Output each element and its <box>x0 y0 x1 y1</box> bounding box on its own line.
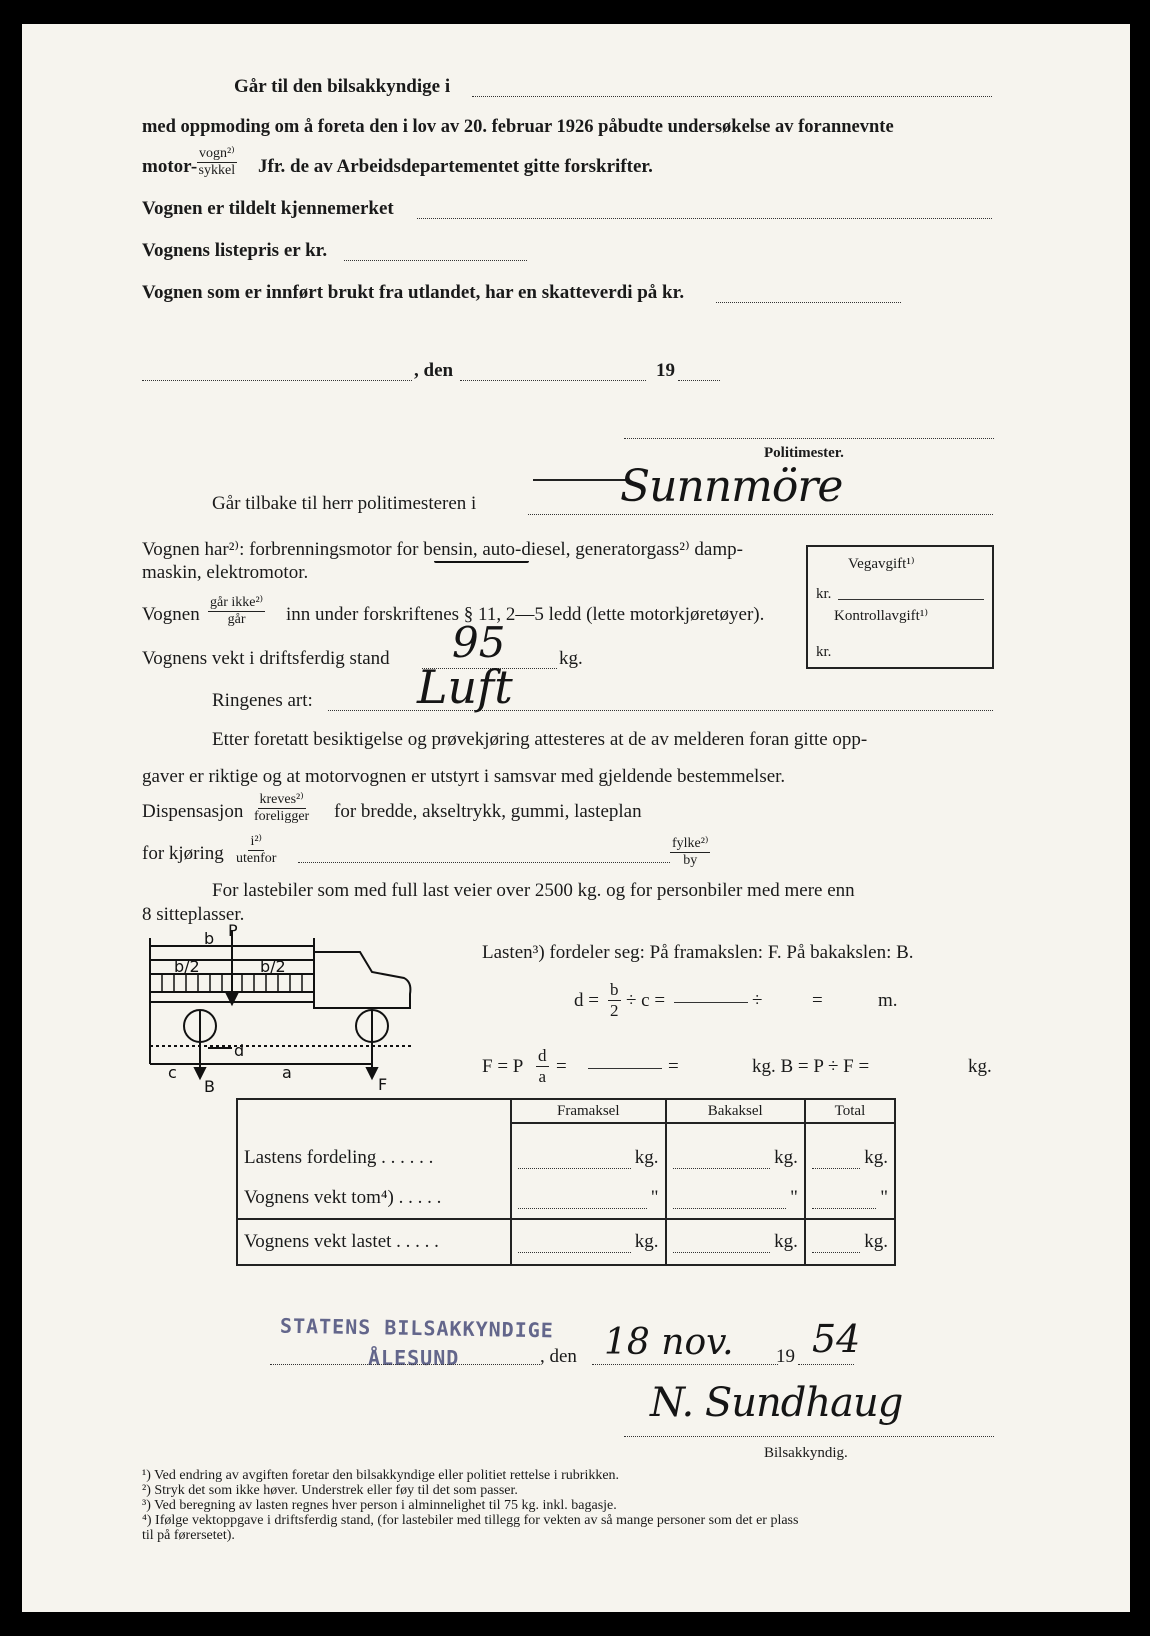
motor-type-line1: Vognen har²⁾: forbrenningsmotor for bensin, auto-diesel, generatorgass²⁾ damp- <box>142 539 743 560</box>
d-div: ÷ <box>752 990 763 1011</box>
row-label: Lastens fordeling . . . . . . <box>237 1123 511 1178</box>
header-line1: Går til den bilsakkyndige i <box>234 76 451 97</box>
kjoring-fraction2 <box>670 836 710 869</box>
date2-year-prefix: 19 <box>776 1346 795 1367</box>
politimester-label: Politimester. <box>764 445 844 461</box>
dispensasjon-fraction <box>254 792 309 825</box>
load-table <box>236 1098 896 1266</box>
table-header-row <box>237 1099 895 1123</box>
f-kg: kg. B = P ÷ F = <box>752 1056 870 1077</box>
footnote-1: ¹) Ved endring av avgiften foretar den bilsakkyndige eller politiet rettelse i rubrikken. <box>142 1468 620 1483</box>
cab-outline <box>314 952 410 1008</box>
vegavgift-kr: kr. <box>816 586 832 602</box>
f-lhs: F = P <box>482 1056 524 1077</box>
signature-field[interactable] <box>624 1436 994 1437</box>
d-rest: ÷ c = <box>626 990 666 1011</box>
bilsakkyndige-field[interactable] <box>472 96 992 97</box>
label-P: P <box>228 921 238 940</box>
kjoring-label: for kjøring <box>142 843 224 864</box>
label-b2-right: b/2 <box>260 957 286 976</box>
politimester-place-field[interactable] <box>528 514 993 515</box>
lette-fraction <box>208 595 265 628</box>
place2-field[interactable] <box>270 1364 540 1365</box>
lette-rest: inn under forskriftenes § 11, 2—5 ledd (lette motorkjøretøyer). <box>286 604 765 625</box>
unit: kg. <box>634 1147 659 1168</box>
year2-field[interactable] <box>798 1364 854 1365</box>
row-label: Vognens vekt lastet . . . . . <box>237 1219 511 1265</box>
label-b2-left: b/2 <box>174 957 200 976</box>
lastebiler-line2: 8 sitteplasser. <box>142 904 245 925</box>
bakaksel-lastet-field[interactable] <box>673 1234 771 1253</box>
f-eq1: = <box>556 1056 567 1077</box>
label-B: B <box>204 1077 215 1096</box>
unit: kg. <box>774 1231 798 1252</box>
header-line2: med oppmoding om å foreta den i lov av 20. februar 1926 påbudte undersøkelse av forannevnte <box>142 117 894 137</box>
vekt-unit: kg. <box>559 648 583 669</box>
motor-type-line2: maskin, elektromotor. <box>142 562 309 583</box>
unit: kg. <box>634 1231 659 1252</box>
row-label: Vognens vekt tom⁴) . . . . . <box>237 1178 511 1219</box>
d-lhs: d = <box>574 990 599 1011</box>
lette-fraction-num: går ikke²⁾ <box>210 595 264 610</box>
d-unit: m. <box>878 990 898 1011</box>
kjennemerke-field[interactable] <box>417 218 992 219</box>
lette-fraction-den: går <box>227 612 246 627</box>
vekt-value: 95 <box>452 618 506 667</box>
f-field1[interactable] <box>588 1068 662 1069</box>
f-kg2: kg. <box>968 1056 992 1077</box>
underline-bensin <box>434 561 529 563</box>
f-fraction-num: d <box>538 1046 547 1065</box>
unit: kg. <box>864 1147 888 1168</box>
listepris-field[interactable] <box>344 260 527 261</box>
kjoring-den: utenfor <box>236 851 277 866</box>
f-fraction <box>536 1046 549 1087</box>
place1-field[interactable] <box>142 380 412 381</box>
dispensasjon-rest: for bredde, akseltrykk, gummi, lasteplan <box>334 801 642 822</box>
unit: kg. <box>864 1231 888 1252</box>
motor-prefix: motor- <box>142 156 198 177</box>
header-bakaksel: Bakaksel <box>666 1099 805 1123</box>
return-label: Går tilbake til herr politimesteren i <box>212 493 477 514</box>
skatteverdi-field[interactable] <box>716 302 901 303</box>
kjoring-num: i²⁾ <box>250 834 262 849</box>
lastebiler-line1: For lastebiler som med full last veier over 2500 kg. og for personbiler med mere enn <box>212 880 855 901</box>
framaksel-fordeling-field[interactable] <box>518 1150 631 1169</box>
table-row <box>237 1219 895 1265</box>
date2-day: 18 nov. <box>604 1322 734 1363</box>
dispensasjon-num: kreves²⁾ <box>259 792 304 807</box>
date1-den: , den <box>414 360 454 381</box>
date2-year-suffix: 54 <box>812 1317 861 1361</box>
kontrollavgift-label: Kontrollavgift¹⁾ <box>834 608 928 624</box>
label-F: F <box>378 1075 388 1094</box>
ringer-label: Ringenes art: <box>212 690 313 711</box>
bakaksel-tom-field[interactable] <box>673 1190 787 1209</box>
stamp-line2: ÅLESUND <box>368 1346 460 1370</box>
kontrollavgift-kr: kr. <box>816 644 832 660</box>
bilsakkyndig-label: Bilsakkyndig. <box>764 1445 848 1461</box>
kjoring-field[interactable] <box>298 862 670 863</box>
framaksel-lastet-field[interactable] <box>518 1234 631 1253</box>
d-field1[interactable] <box>674 1002 748 1003</box>
stamp-line1: STATENS BILSAKKYNDIGE <box>279 1313 555 1343</box>
motor-fraction-den: sykkel <box>198 163 236 178</box>
year1-field[interactable] <box>678 380 720 381</box>
unit: kg. <box>774 1147 798 1168</box>
footnote-2: ²) Stryk det som ikke høver. Understrek eller føy til det som passer. <box>142 1483 518 1498</box>
f-fraction-den: a <box>538 1067 547 1086</box>
footnote-4: ⁴) Ifølge vektoppgave i driftsferdig stand, (for lastebiler med tillegg for vekten av så mange personer som det er plass <box>142 1513 799 1528</box>
f-eq2: = <box>668 1056 679 1077</box>
vekt-label: Vognens vekt i driftsferdig stand <box>142 648 390 669</box>
ringer-value: Luft <box>417 660 513 714</box>
vegavgift-label: Vegavgift¹⁾ <box>848 556 915 572</box>
kjennemerke-label: Vognen er tildelt kjennemerket <box>142 198 394 219</box>
date2-den: , den <box>540 1346 577 1367</box>
d-fraction <box>608 980 621 1021</box>
d-fraction-den: 2 <box>610 1001 619 1020</box>
unit: " <box>880 1187 888 1208</box>
total-lastet-field[interactable] <box>812 1234 860 1253</box>
total-fordeling-field[interactable] <box>812 1150 860 1169</box>
label-c: c <box>168 1063 177 1082</box>
attest-line1: Etter foretatt besiktigelse og prøvekjøring attesteres at de av melderen foran gitte opp- <box>212 729 868 750</box>
unit: " <box>650 1187 659 1208</box>
unit: " <box>790 1187 798 1208</box>
vegavgift-field[interactable] <box>838 599 984 600</box>
signature: N. Sundhaug <box>650 1380 903 1426</box>
form-page <box>22 24 1130 1612</box>
lette-prefix: Vognen <box>142 604 200 625</box>
label-b: b <box>204 929 215 948</box>
listepris-label: Vognens listepris er kr. <box>142 240 328 261</box>
date1-field[interactable] <box>460 380 646 381</box>
label-a: a <box>282 1063 292 1082</box>
d-eq: = <box>812 990 823 1011</box>
skatteverdi-label: Vognen som er innført brukt fra utlandet, har en skatteverdi på kr. <box>142 282 685 303</box>
total-tom-field[interactable] <box>812 1190 876 1209</box>
footnote-4b: til på førersetet). <box>142 1528 235 1543</box>
d-fraction-num: b <box>610 980 619 999</box>
kjoring-den2: by <box>683 853 698 868</box>
motor-fraction-num: vogn²⁾ <box>199 146 235 161</box>
axle-load-diagram <box>142 921 442 1096</box>
header-framaksel: Framaksel <box>511 1099 666 1123</box>
dispensasjon-label: Dispensasjon <box>142 801 244 822</box>
fee-box <box>806 545 994 669</box>
table-row <box>237 1123 895 1178</box>
label-d: d <box>234 1041 245 1060</box>
handwritten-district: Sunnmöre <box>620 461 843 512</box>
framaksel-tom-field[interactable] <box>518 1190 647 1209</box>
table-row <box>237 1178 895 1219</box>
dispensasjon-den: foreligger <box>254 809 310 824</box>
motor-fraction <box>197 146 237 179</box>
date1-year: 19 <box>656 360 675 381</box>
footnote-3: ³) Ved beregning av lasten regnes hver person i alminnelighet til 75 kg. inkl. bagasje. <box>142 1498 617 1513</box>
kjoring-num2: fylke²⁾ <box>672 836 709 851</box>
header-total: Total <box>805 1099 895 1123</box>
f-force-head <box>367 1068 377 1078</box>
separator <box>533 479 627 481</box>
politimester-signature-field[interactable] <box>624 438 994 439</box>
kjoring-fraction <box>236 834 276 867</box>
motor-rest: Jfr. de av Arbeidsdepartementet gitte forskrifter. <box>258 156 653 177</box>
lasten-line: Lasten³) fordeler seg: På framakslen: F. På bakakslen: B. <box>482 942 914 963</box>
attest-line2: gaver er riktige og at motorvognen er utstyrt i samsvar med gjeldende bestemmelser. <box>142 766 786 787</box>
bakaksel-fordeling-field[interactable] <box>673 1150 771 1169</box>
